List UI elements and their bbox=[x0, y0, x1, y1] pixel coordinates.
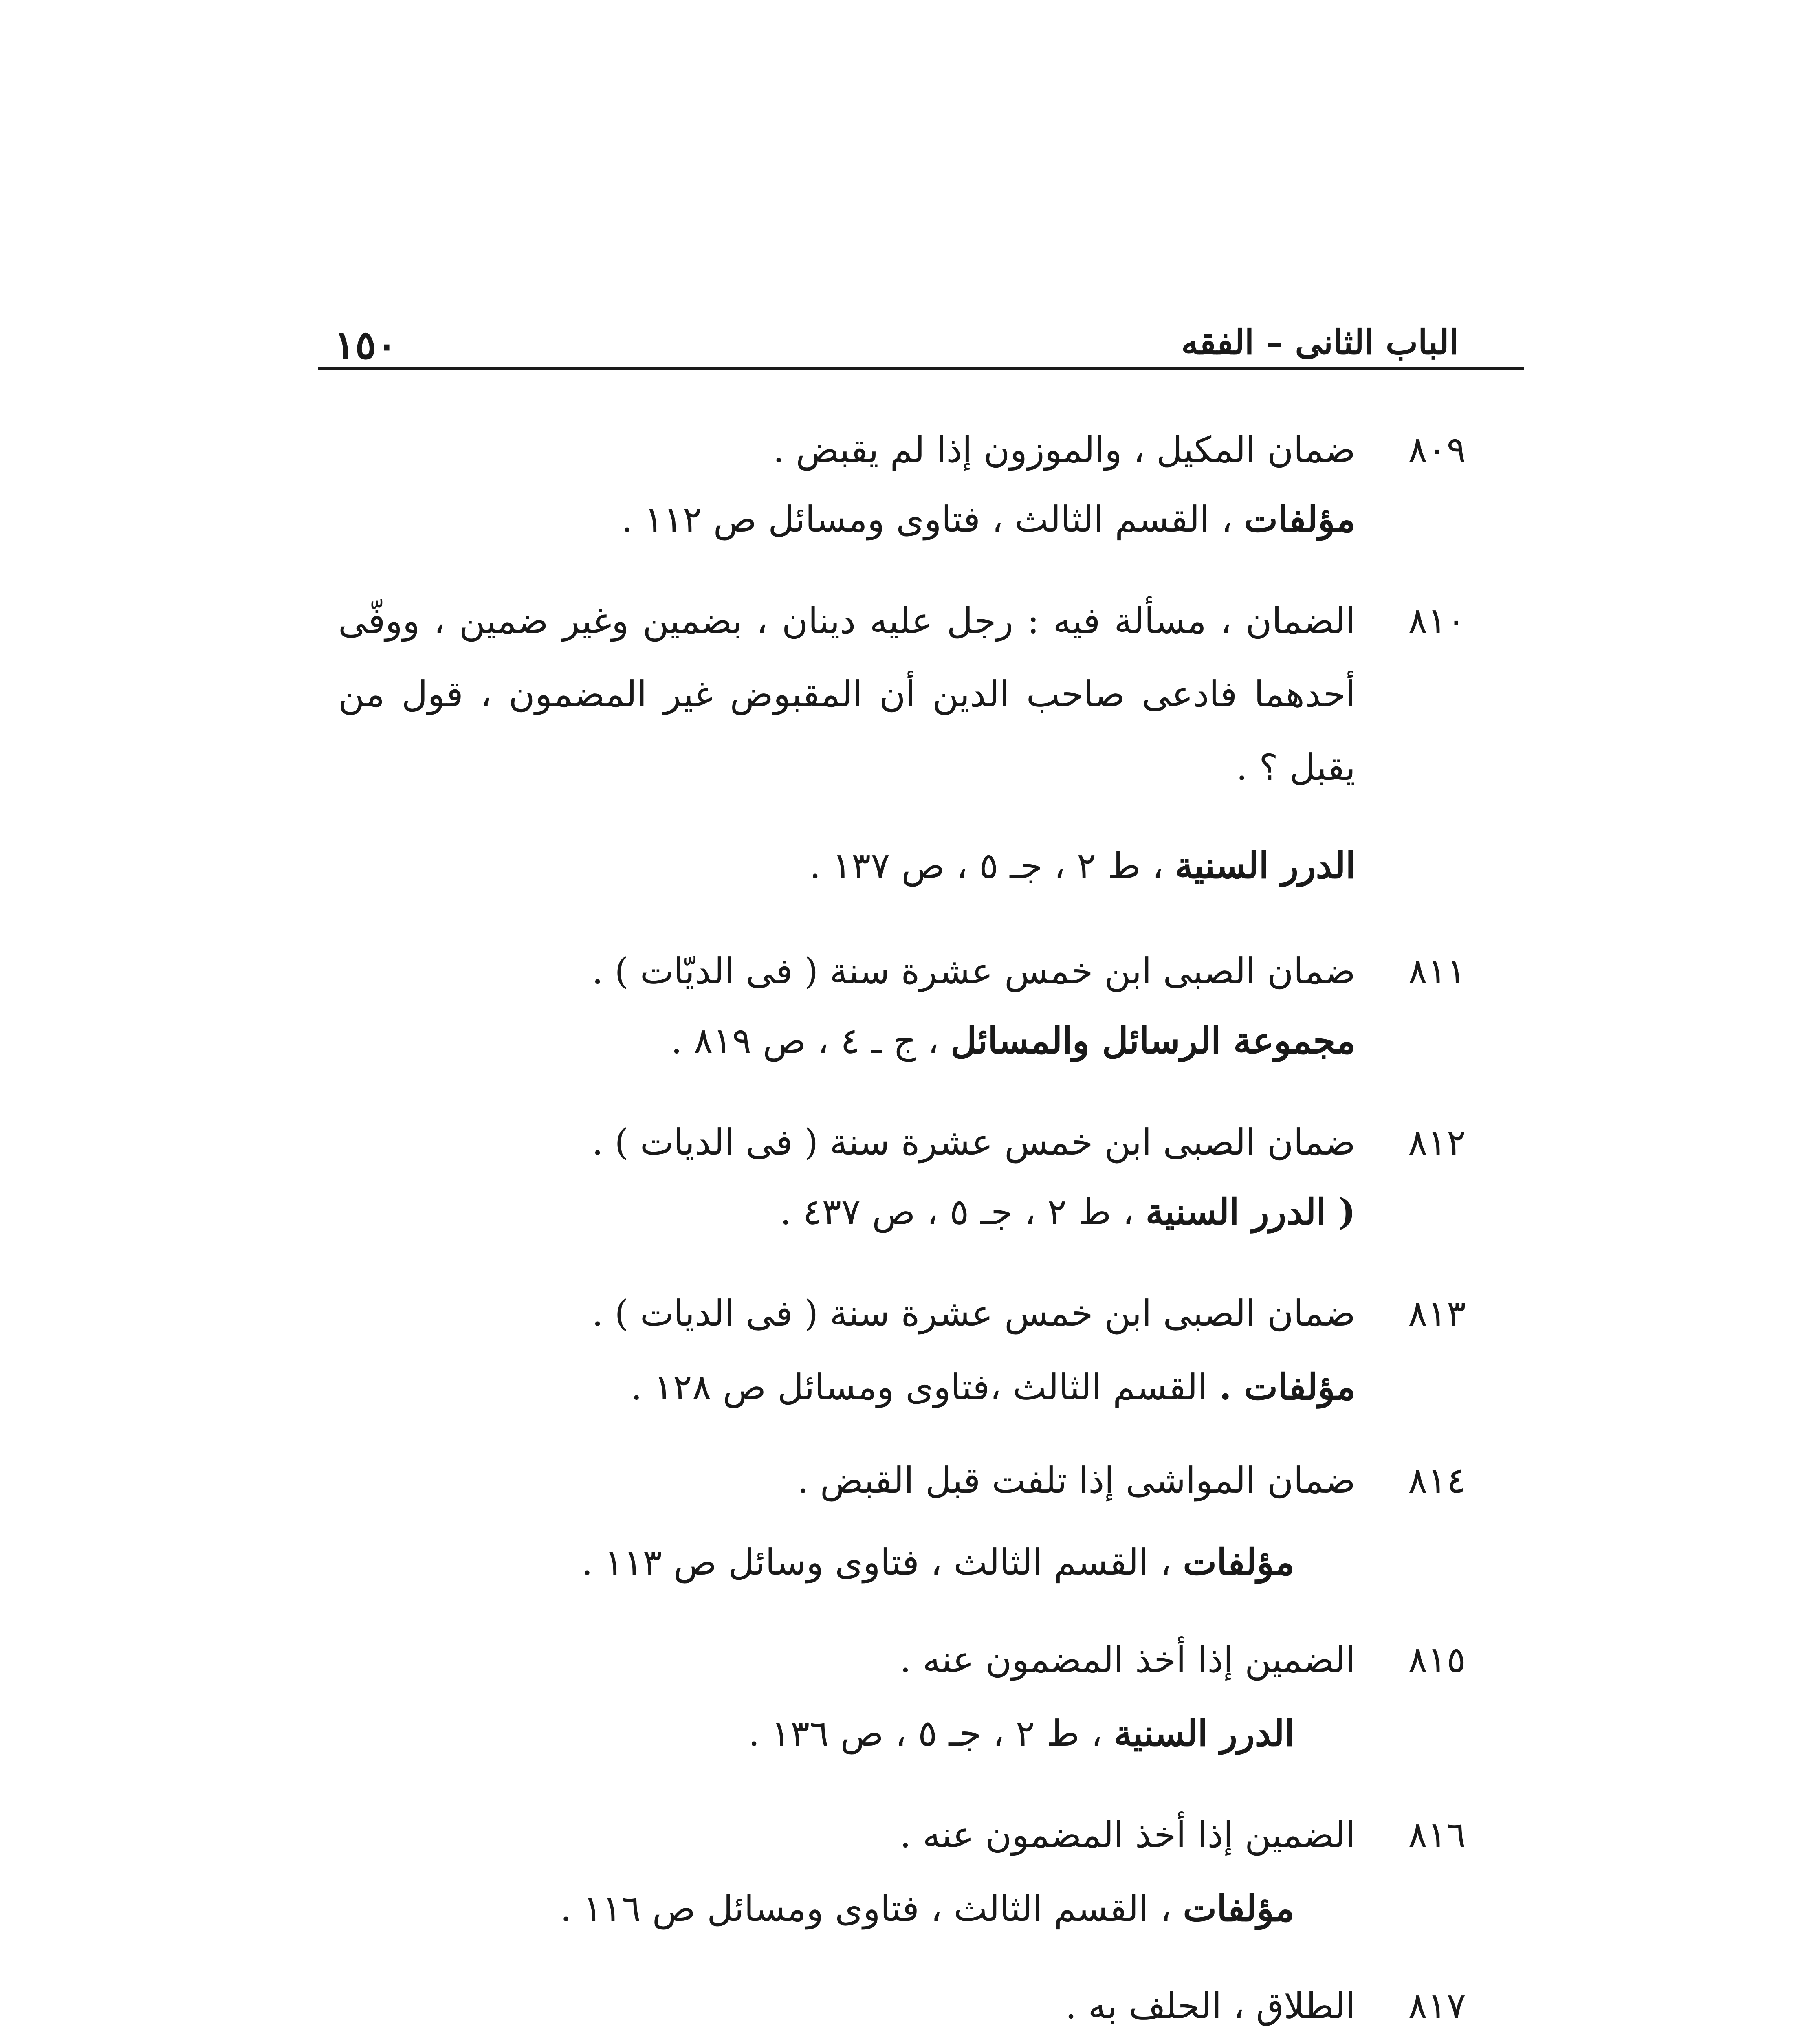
entry-source bbox=[621, 498, 1356, 540]
source-name: مؤلفات bbox=[1183, 1541, 1294, 1583]
entry-title: الضمين إذا أخذ المضمون عنه . bbox=[900, 1639, 1356, 1681]
entry-title: ضمان المواشى إذا تلفت قبل القبض . bbox=[797, 1459, 1356, 1501]
entry-source bbox=[560, 1887, 1294, 1929]
entry-title: ضمان الصبى ابن خمس عشرة سنة ( فى الديات ) . bbox=[592, 1121, 1356, 1163]
entry-number: ٨١٦ bbox=[1408, 1814, 1466, 1856]
source-details: ، ج ـ ٤ ، ص ٨١٩ . bbox=[671, 1020, 951, 1062]
entry-number: ٨١٥ bbox=[1408, 1639, 1466, 1681]
entry-title: الطلاق ، الحلف به . bbox=[1065, 1985, 1356, 2027]
entry-source bbox=[671, 1019, 1356, 1062]
entry-source bbox=[748, 1712, 1294, 1754]
page-header bbox=[318, 314, 1524, 370]
entry-title: ضمان المكيل ، والموزون إذا لم يقبض . bbox=[773, 429, 1356, 471]
source-details: ، القسم الثالث ، فتاوى ومسائل ص ١١٢ . bbox=[621, 498, 1244, 540]
running-title: الباب الثانى – الفقه bbox=[1181, 322, 1459, 362]
entry-number: ٨١٤ bbox=[1408, 1459, 1466, 1501]
entry-title: يقبل ؟ . bbox=[1236, 746, 1356, 788]
source-details: ، القسم الثالث ، فتاوى وسائل ص ١١٣ . bbox=[581, 1541, 1183, 1583]
entry-title: الضمان ، مسألة فيه : رجل عليه دينان ، بضمين وغير ضمين ، ووفّى bbox=[338, 600, 1356, 642]
source-name: ( الدرر السنية bbox=[1145, 1190, 1356, 1233]
entry-number: ٨١٣ bbox=[1408, 1292, 1466, 1334]
source-name: مؤلفات . bbox=[1219, 1366, 1356, 1408]
entry-number: ٨١٢ bbox=[1408, 1121, 1466, 1163]
source-details: ، ط ٢ ، جـ ٥ ، ص ٤٣٧ . bbox=[780, 1191, 1146, 1233]
source-name: مؤلفات bbox=[1244, 498, 1356, 540]
entry-number: ٨١٠ bbox=[1408, 600, 1466, 642]
entry-source bbox=[780, 1190, 1356, 1233]
source-name: الدرر السنية bbox=[1175, 844, 1356, 887]
source-details: القسم الثالث ،فتاوى ومسائل ص ١٢٨ . bbox=[631, 1366, 1219, 1408]
source-name: مؤلفات bbox=[1183, 1887, 1294, 1929]
source-details: ، القسم الثالث ، فتاوى ومسائل ص ١١٦ . bbox=[560, 1887, 1183, 1929]
source-name: مجموعة الرسائل والمسائل bbox=[951, 1019, 1356, 1062]
source-name: الدرر السنية bbox=[1114, 1712, 1294, 1754]
entry-source bbox=[809, 844, 1356, 887]
entry-number: ٨١٧ bbox=[1408, 1985, 1466, 2027]
entry-source bbox=[581, 1541, 1294, 1583]
source-details: ، ط ٢ ، جـ ٥ ، ص ١٣٧ . bbox=[809, 845, 1175, 887]
entry-number: ٨٠٩ bbox=[1408, 429, 1466, 471]
entry-title: الضمين إذا أخذ المضمون عنه . bbox=[900, 1814, 1356, 1856]
source-details: ، ط ٢ ، جـ ٥ ، ص ١٣٦ . bbox=[748, 1712, 1114, 1754]
page-number: ١٥٠ bbox=[334, 322, 397, 368]
entry-title: أحدهما فادعى صاحب الدين أن المقبوض غير المضمون ، قول من bbox=[338, 673, 1356, 715]
entry-title: ضمان الصبى ابن خمس عشرة سنة ( فى الديّات ) . bbox=[592, 950, 1356, 992]
entry-source bbox=[631, 1366, 1356, 1408]
entry-number: ٨١١ bbox=[1408, 950, 1466, 992]
entry-title: ضمان الصبى ابن خمس عشرة سنة ( فى الديات ) . bbox=[592, 1292, 1356, 1334]
